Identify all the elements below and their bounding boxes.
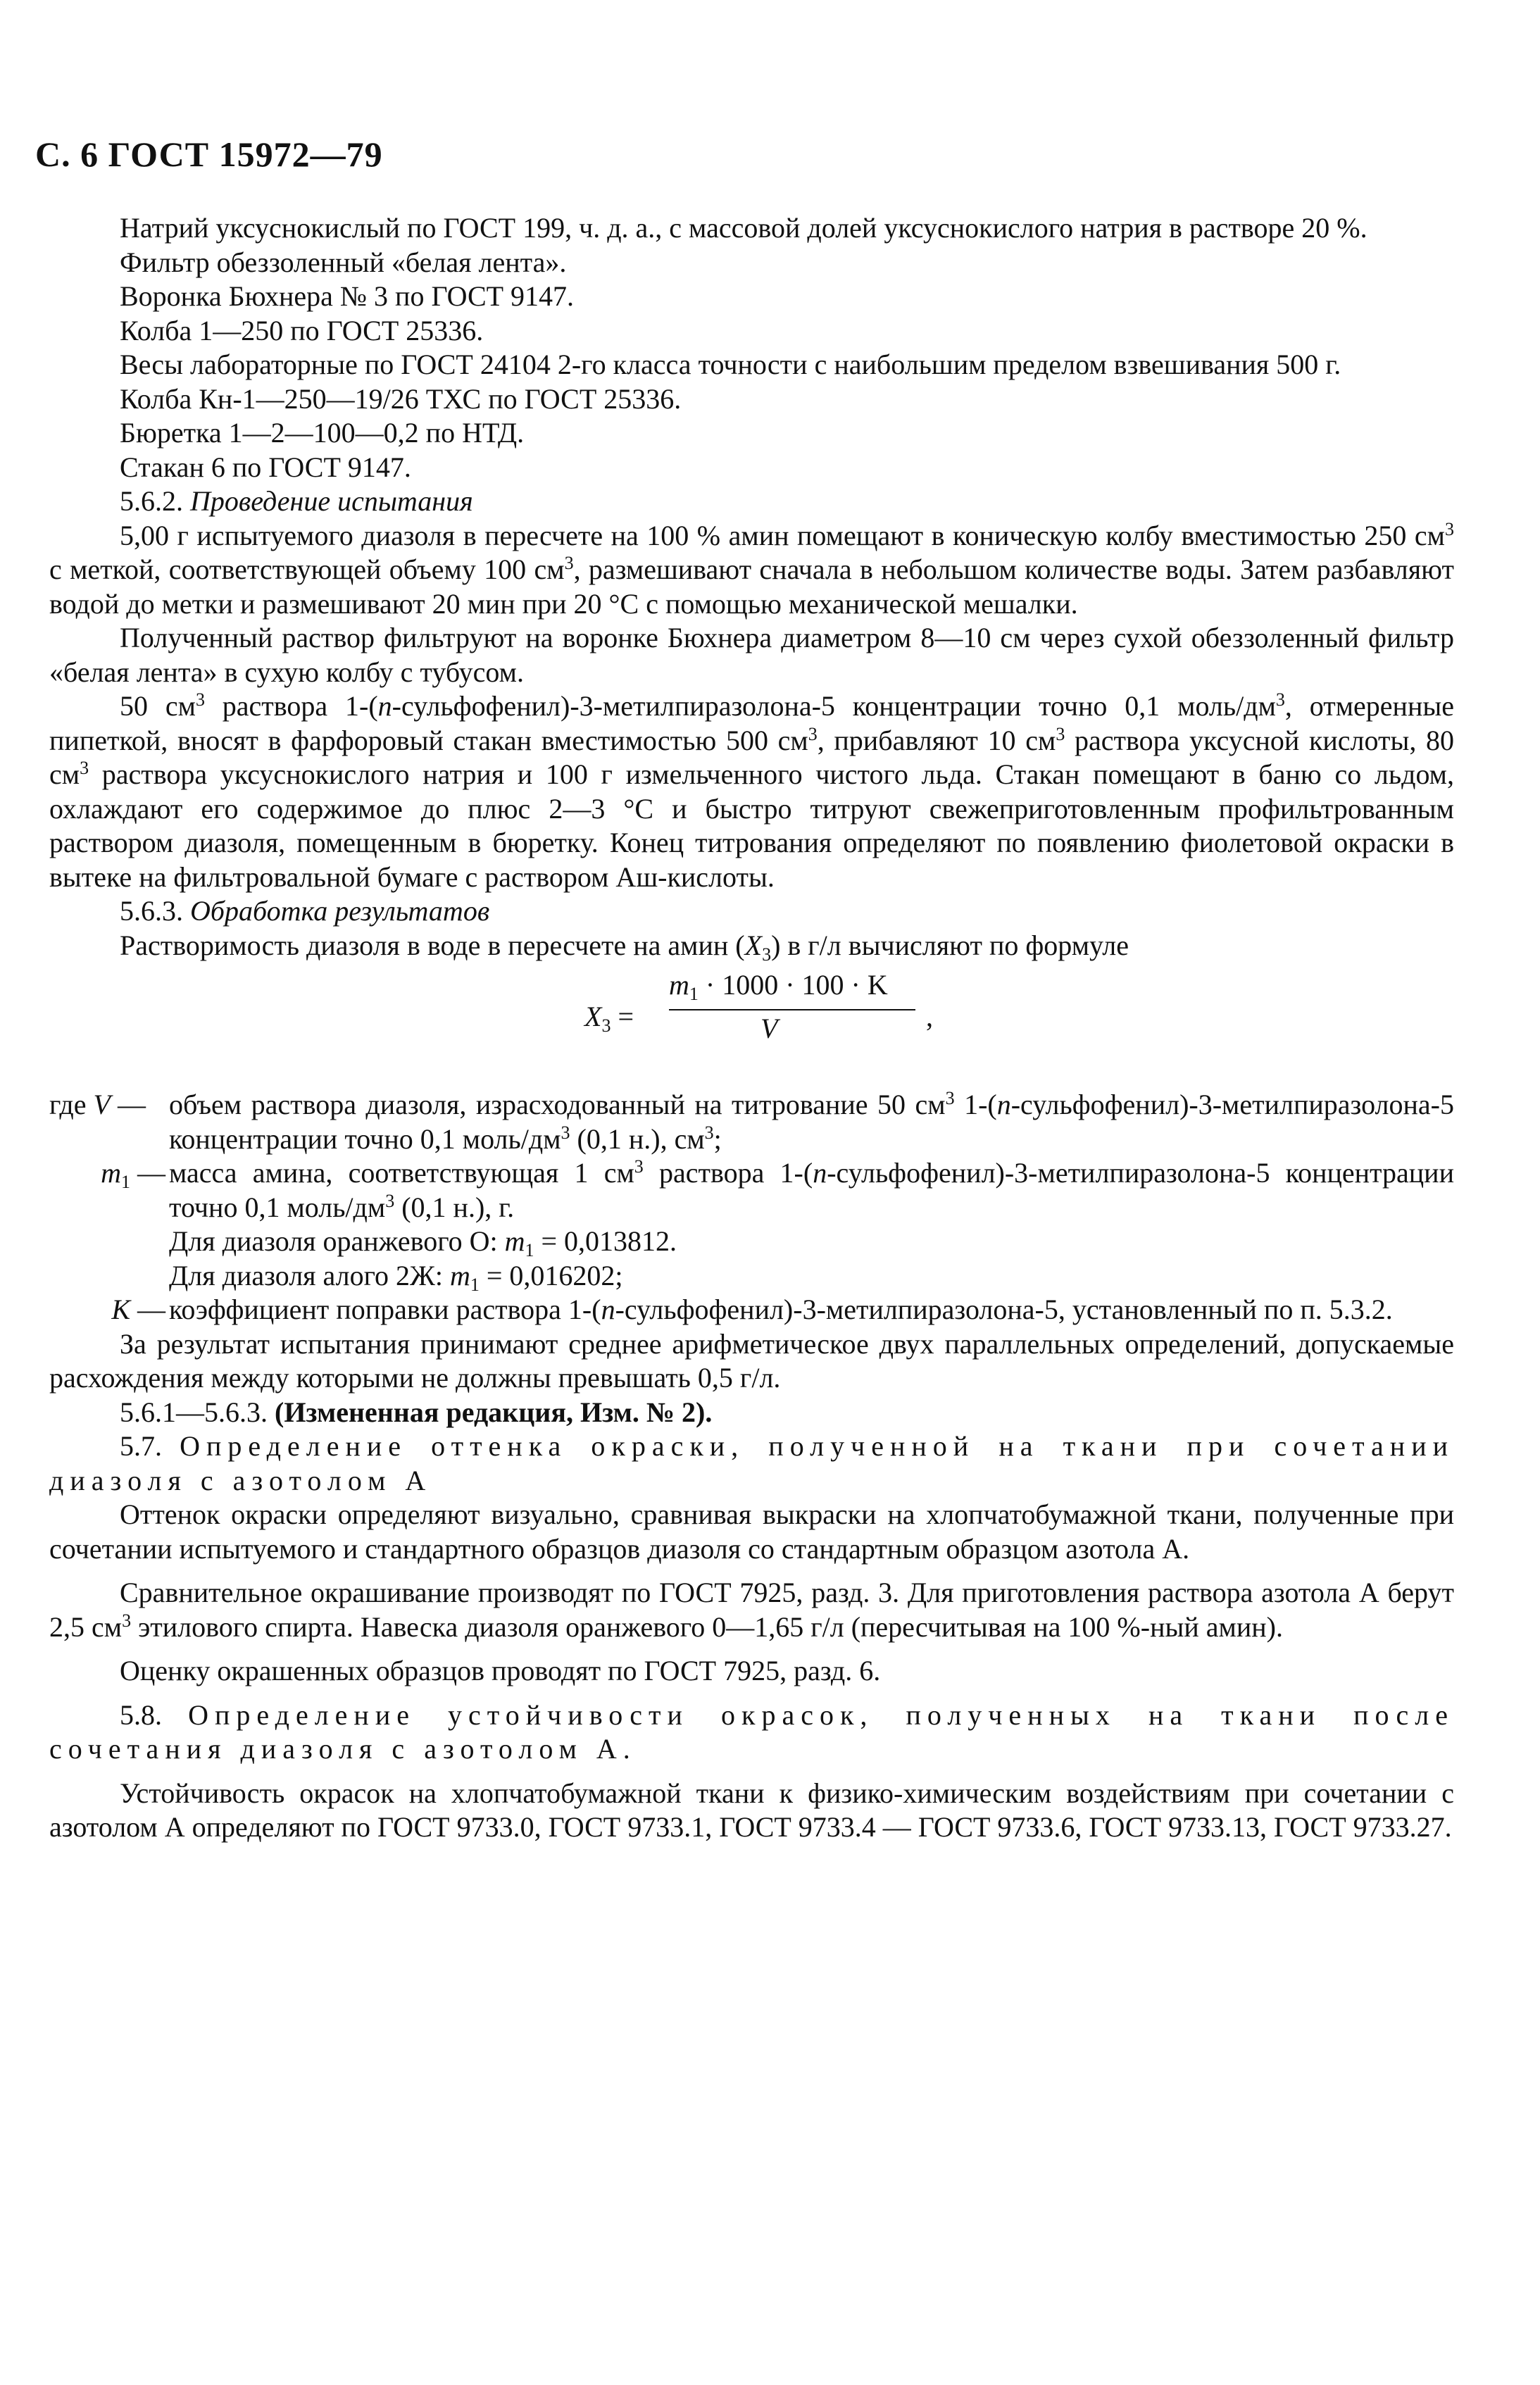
definition-m1: $m_1$ — масса амина, соответствующая 1 $см^3$ раствора 1-(n-сульфофенил)-3-метилпиразолона-5 концентрации точно 0,1 моль/$дм^3$ (0,1 н.), г. bbox=[101, 1156, 1454, 1223]
section-heading: 5.8. Определение устойчивости окрасок, полученных на ткани после сочетания диазоля с азотолом А. bbox=[49, 1698, 1454, 1765]
material-item: Фильтр обеззоленный «белая лента». bbox=[120, 246, 567, 278]
material-item: Колба 1—250 по ГОСТ 25336. bbox=[120, 314, 484, 346]
material-item: Колба Кн-1—250—19/26 ТХС по ГОСТ 25336. bbox=[120, 382, 682, 415]
material-item: Воронка Бюхнера № 3 по ГОСТ 9147. bbox=[120, 280, 575, 312]
material-item: Весы лабораторные по ГОСТ 24104 2-го класса точности с наибольшим пределом взвешивания 500 г. bbox=[120, 349, 1341, 380]
paragraph: Оценку окрашенных образцов проводят по ГОСТ 7925, разд. 6. bbox=[120, 1655, 881, 1686]
definition-v: где V — объем раствора диазоля, израсходованный на титрование 50 $см^3$ 1-(n-сульфофенил)-3-метилпиразолона-5 концентрации точно 0,1 моль/$дм^3$ (0,1 н.), $см^3$; bbox=[49, 1088, 1454, 1155]
amendment-note: 5.6.1—5.6.3. (Измененная редакция, Изм. № 2). bbox=[120, 1396, 713, 1428]
scarlet-value: Для диазоля алого 2Ж: $m_1 = 0,016202$; bbox=[169, 1259, 623, 1295]
paragraph: Полученный раствор фильтруют на воронке Бюхнера диаметром 8—10 см через сухой обеззоленный фильтр «белая лента» в сухую колбу с тубусом. bbox=[49, 622, 1454, 688]
definition-k: K — коэффициент поправки раствора 1-(n-сульфофенил)-3-метилпиразолона-5, установленный по п. 5.3.2. bbox=[111, 1294, 1393, 1325]
material-item: Натрий уксуснокислый по ГОСТ 199, ч. д. а., с массовой долей уксуснокислого натрия в растворе 20 %. bbox=[120, 212, 1367, 244]
paragraph: 50 $см^3$ раствора 1-(n-сульфофенил)-3-метилпиразолона-5 концентрации точно 0,1 моль/$дм^3$, отмеренные пипеткой, вносят в фарфоровый стакан вместимостью 500 $см^3$, прибавляют 10 $см^3$ раствора уксусной кислоты, 80 $см^3$ раствора уксуснокислого натрия и 100 г измельченного чистого льда. Стакан помещают в баню со льдом, охлаждают его содержимое до плюс 2—3 °С и быстро титруют свежеприготовленным профильтрованным раствором диазоля, помещенным в бюретку. Конец титрования определяют по появлению фиолетовой окраски в вытеке на фильтровальной бумаге с раствором Аш-кислоты. bbox=[49, 689, 1455, 893]
section-heading: 5.6.3. Обработка результатов bbox=[120, 895, 490, 927]
formula bbox=[49, 968, 1454, 1074]
paragraph: 5,00 г испытуемого диазоля в пересчете на 100 % амин помещают в коническую колбу вместимостью 250 $см^3$ с меткой, соответствующей объему 100 $см^3$, размешивают сначала в небольшом количестве воды. Затем разбавляют водой до метки и размешивают 20 мин при 20 °С с помощью механической мешалки. bbox=[49, 518, 1454, 620]
paragraph: Устойчивость окрасок на хлопчатобумажной ткани к физико-химическим воздействиям при сочетании с азотолом А определяют по ГОСТ 9733.0, ГОСТ 9733.1, ГОСТ 9733.4 — ГОСТ 9733.6, ГОСТ 9733.13, ГОСТ 9733.27. bbox=[49, 1777, 1454, 1843]
formula-denominator: V bbox=[760, 1013, 778, 1044]
formula-lhs: $X_3$ = bbox=[584, 1001, 634, 1036]
section-heading: 5.7. Определение оттенка окраски, полученной на ткани при сочетании диазоля с азотолом А bbox=[49, 1430, 1455, 1496]
document-body bbox=[49, 211, 1454, 1845]
paragraph: Растворимость диазоля в воде в пересчете на амин $(X_3)$ в г/л вычисляют по формуле bbox=[120, 929, 1129, 965]
formula-comma: , bbox=[926, 1001, 933, 1032]
orange-value: Для диазоля оранжевого О: $m_1 = 0,013812$. bbox=[169, 1225, 677, 1260]
formula-numerator: $m_1 \cdot 1000 \cdot 100 \cdot K$ bbox=[669, 969, 888, 1004]
material-item: Стакан 6 по ГОСТ 9147. bbox=[120, 451, 411, 483]
paragraph: За результат испытания принимают среднее арифметическое двух параллельных определений, допускаемые расхождения между которыми не должны превышать 0,5 г/л. bbox=[49, 1327, 1454, 1394]
paragraph: Оттенок окраски определяют визуально, сравнивая выкраски на хлопчатобумажной ткани, полученные при сочетании испытуемого и стандартного образцов диазоля со стандартным образцом азотола А. bbox=[49, 1498, 1454, 1565]
material-item: Бюретка 1—2—100—0,2 по НТД. bbox=[120, 417, 525, 449]
section-heading: 5.6.2. Проведение испытания bbox=[120, 485, 473, 517]
page-header: С. 6 ГОСТ 15972—79 bbox=[35, 134, 383, 174]
paragraph: Сравнительное окрашивание производят по ГОСТ 7925, разд. 3. Для приготовления раствора азотола А берут 2,5 $см^3$ этилового спирта. Навеска диазоля оранжевого 0—1,65 г/л (пересчитывая на 100 %-ный амин). bbox=[49, 1577, 1454, 1643]
fraction-bar bbox=[669, 1009, 915, 1010]
